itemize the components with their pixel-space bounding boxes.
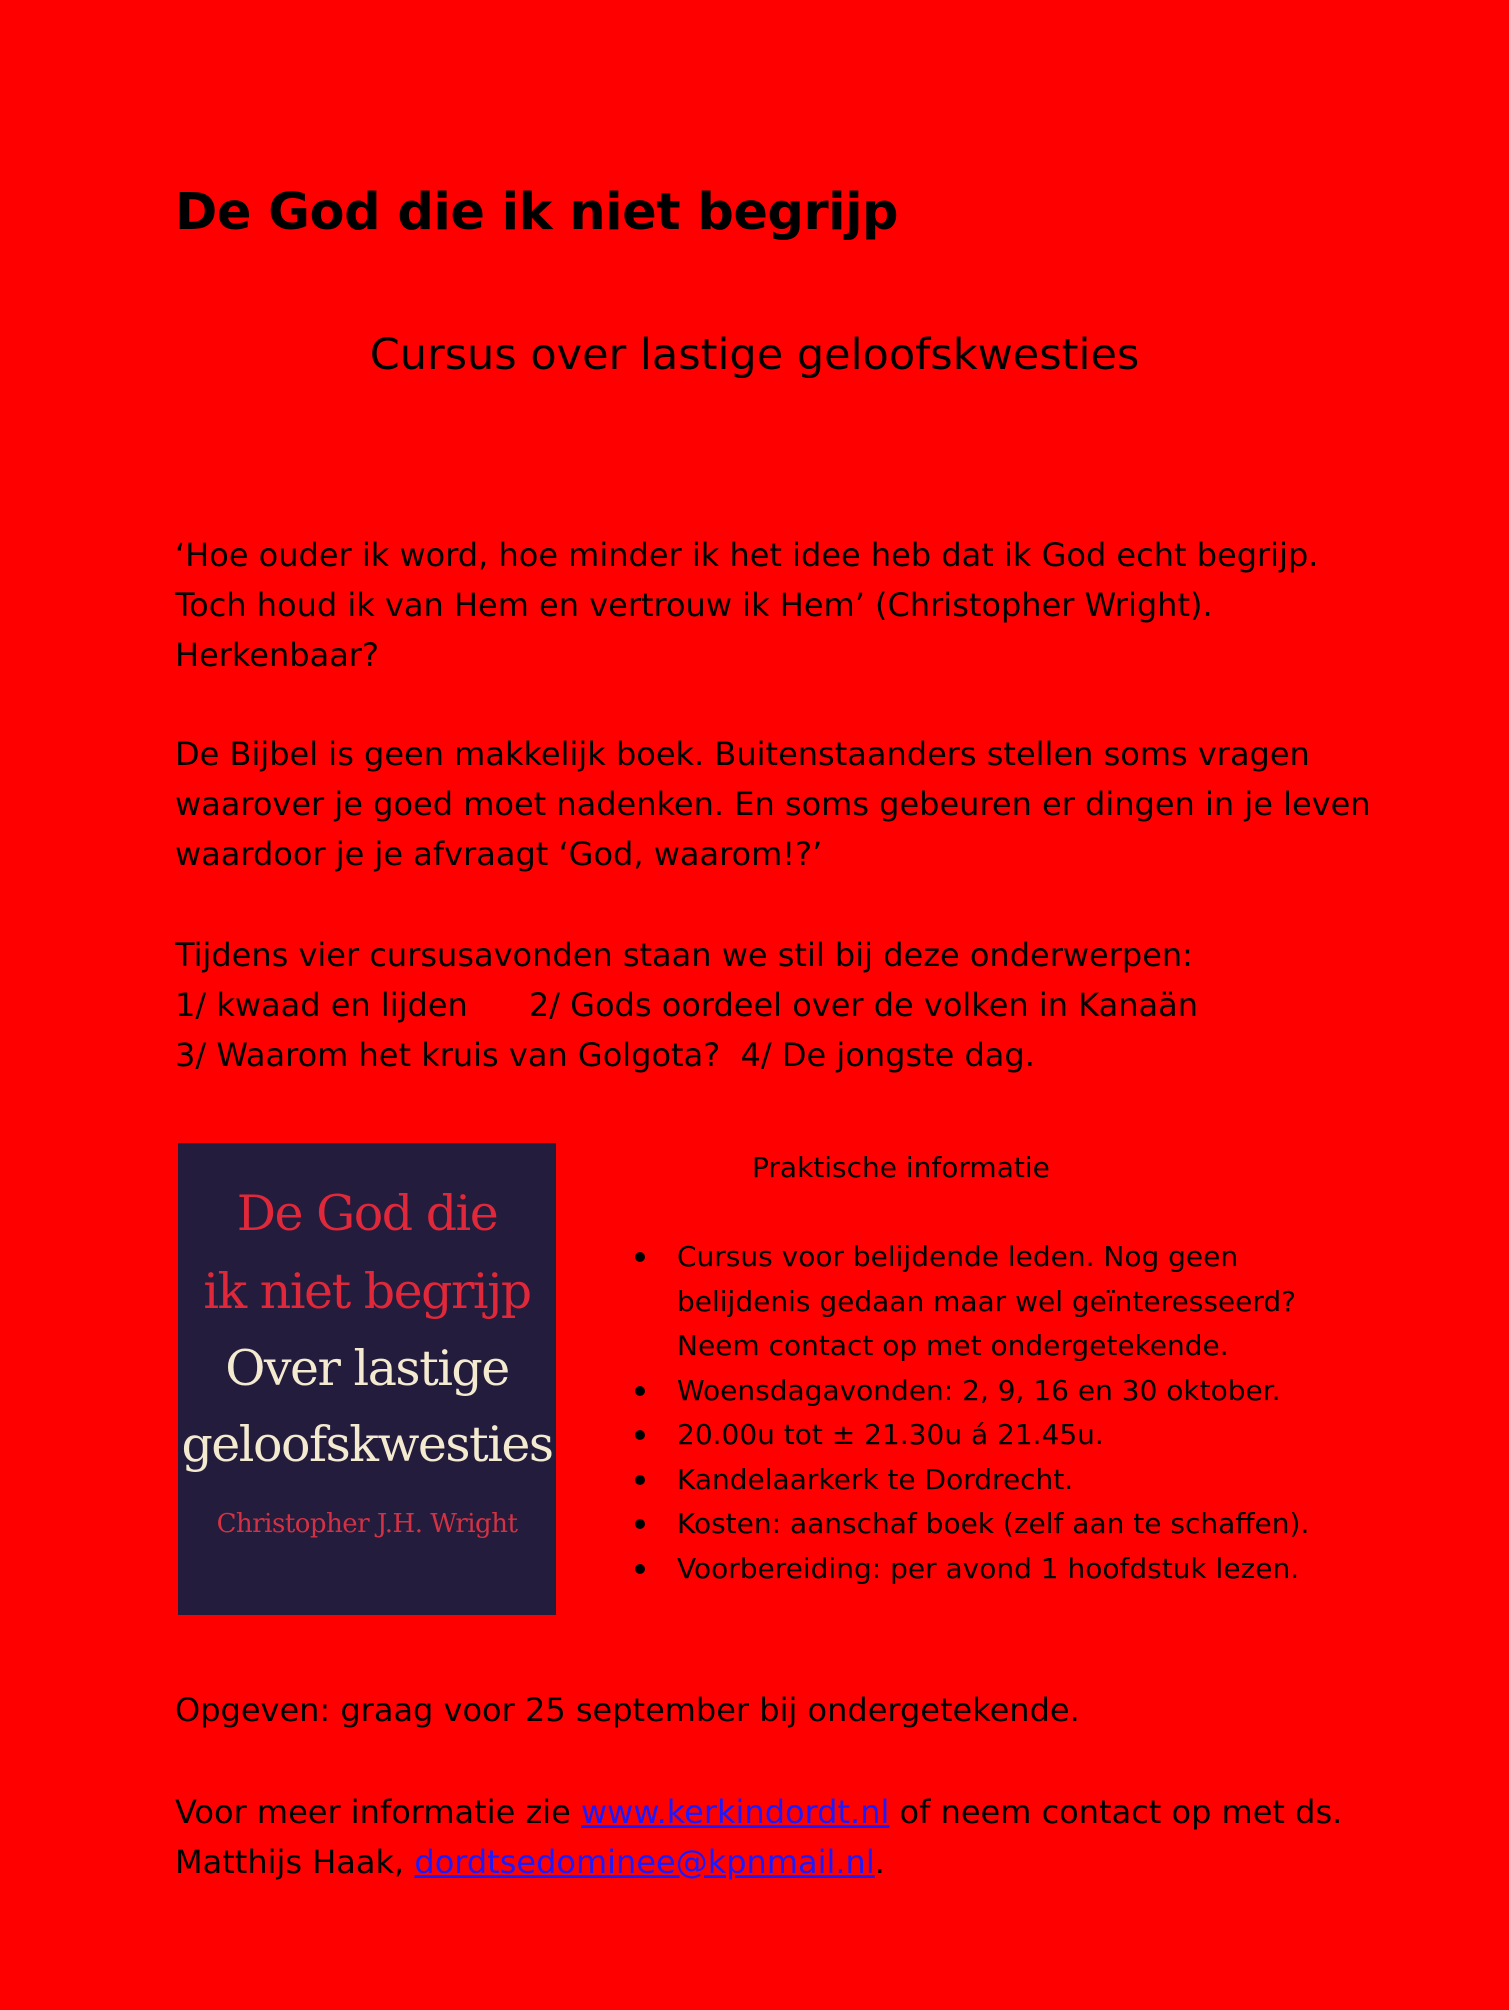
book-title-line-2: ik niet begrijp	[203, 1263, 531, 1320]
contact-paragraph	[175, 1787, 1375, 1887]
contact-text-after: .	[874, 1843, 885, 1881]
page-title: De God die ik niet begrijp	[175, 183, 899, 242]
list-item-text: Woensdagavonden: 2, 9, 16 en 30 oktober.	[677, 1373, 1281, 1407]
signup-paragraph: Opgeven: graag voor 25 september bij ondergetekende.	[175, 1691, 1080, 1729]
list-item-text: Cursus voor belijdende leden. Nog geen belijdenis gedaan maar wel geïnteresseerd? Neem contact op met ondergetekende.	[677, 1240, 1297, 1362]
topics-intro: Tijdens vier cursusavonden staan we stil bij deze onderwerpen:	[175, 936, 1193, 974]
list-item-text: Kosten: aanschaf boek (zelf aan te schaffen).	[677, 1507, 1310, 1540]
intro-bible-paragraph: De Bijbel is geen makkelijk boek. Buitenstaanders stellen soms vragen waarover je goed moet nadenken. En soms gebeuren er dingen in je leven waardoor je je afvraagt ‘God, waarom!?’	[175, 735, 1371, 873]
page-subtitle	[0, 330, 1509, 382]
list-item-text: Kandelaarkerk te Dordrecht.	[677, 1462, 1074, 1496]
book-title-line-1: De God die	[236, 1185, 498, 1242]
bullet-icon	[635, 1519, 645, 1529]
topics-line-2: 3/ Waarom het kruis van Golgota? 4/ De jongste dag.	[175, 1036, 1035, 1074]
list-item-text: 20.00u tot ± 21.30u á 21.45u.	[677, 1418, 1104, 1451]
list-item	[630, 1235, 1350, 1369]
book-subtitle-line-2: geloofskwesties	[181, 1416, 553, 1473]
practical-info-heading: Praktische informatie	[752, 1151, 1050, 1184]
list-item	[630, 1413, 1350, 1458]
book-author: Christopher J.H. Wright	[216, 1509, 518, 1539]
subtitle-text: Cursus over lastige geloofskwesties	[369, 330, 1140, 380]
intro-quote: ‘Hoe ouder ik word, hoe minder ik het idee heb dat ik God echt begrijp. Toch houd ik van Hem en vertrouw ik Hem’ (Christopher Wright). Herkenbaar?	[175, 536, 1319, 674]
bullet-icon	[635, 1564, 645, 1574]
list-item	[630, 1369, 1350, 1414]
contact-text-middle: of neem contact op met ds. Matthijs Haak,	[175, 1793, 1343, 1881]
topics-paragraph	[175, 930, 1375, 1080]
book-cover-image	[178, 1143, 556, 1615]
list-item-text: Voorbereiding: per avond 1 hoofdstuk lezen.	[677, 1551, 1300, 1585]
email-link[interactable]: dordtsedominee@kpnmail.nl	[414, 1843, 875, 1881]
website-link[interactable]: www.kerkindordt.nl	[581, 1793, 890, 1831]
bullet-icon	[635, 1252, 645, 1262]
list-item	[630, 1502, 1350, 1547]
contact-text-before: Voor meer informatie zie	[175, 1793, 581, 1831]
practical-info-list	[630, 1235, 1350, 1591]
topics-line-1: 1/ kwaad en lijden 2/ Gods oordeel over de volken in Kanaän	[175, 986, 1198, 1024]
list-item	[630, 1547, 1350, 1592]
list-item	[630, 1458, 1350, 1503]
bullet-icon	[635, 1430, 645, 1440]
bullet-icon	[635, 1475, 645, 1485]
book-subtitle-line-1: Over lastige	[225, 1340, 509, 1397]
bullet-icon	[635, 1386, 645, 1396]
